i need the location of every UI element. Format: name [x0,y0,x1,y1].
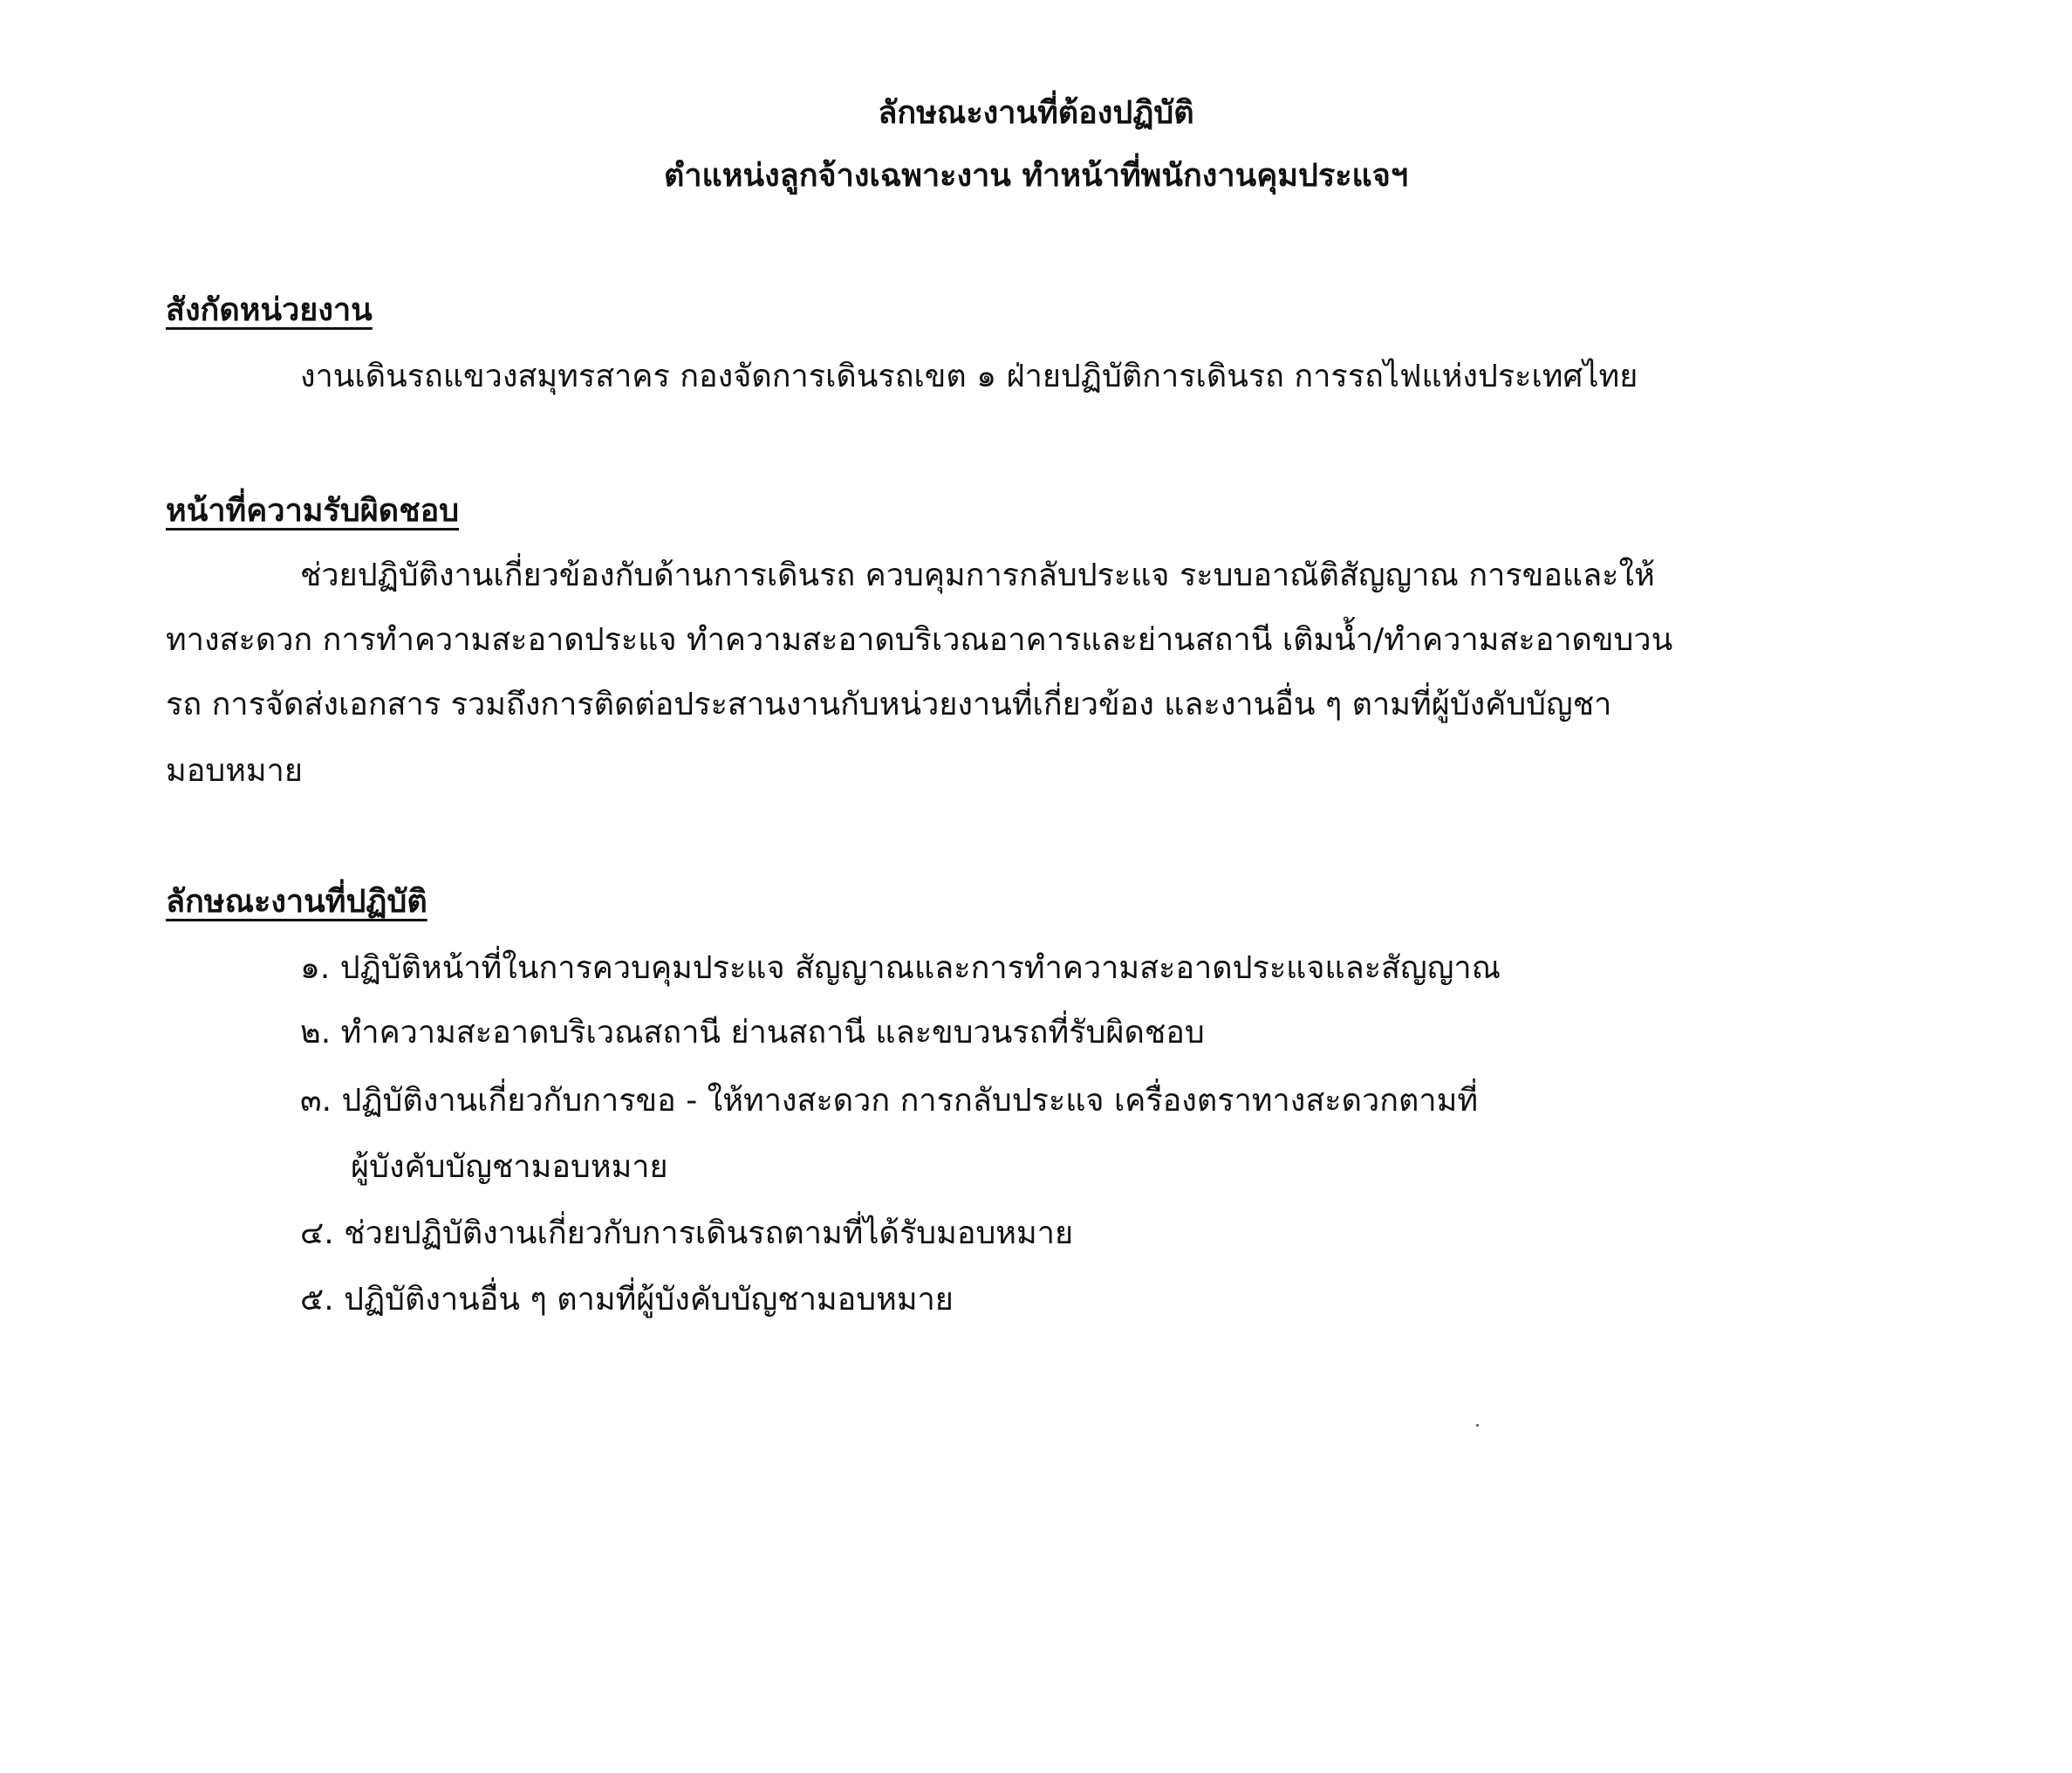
responsibilities-line-2: ทางสะดวก การทำความสะอาดประแจ ทำความสะอาดบริเวณอาคารและย่านสถานี เติมน้ำ/ทำความสะอาดขบวน [166,622,1673,658]
section-heading-responsibilities: หน้าที่ความรับผิดชอบ [166,493,460,529]
duty-item-1: ๑. ปฏิบัติหน้าที่ในการควบคุมประแจ สัญญาณและการทำความสะอาดประแจและสัญญาณ [300,950,1501,986]
responsibilities-line-1: ช่วยปฏิบัติงานเกี่ยวข้องกับด้านการเดินรถ ควบคุมการกลับประแจ ระบบอาณัติสัญญาณ การขอและให้ [300,558,1655,593]
document-subtitle: ตำแหน่งลูกจ้างเฉพาะงาน ทำหน้าที่พนักงานคุมประแจฯ [663,158,1409,194]
duty-item-3-continuation: ผู้บังคับบัญชามอบหมาย [351,1149,668,1185]
duty-item-3: ๓. ปฏิบัติงานเกี่ยวกับการขอ - ให้ทางสะดวก การกลับประแจ เครื่องตราทางสะดวกตามที่ [300,1083,1479,1119]
responsibilities-line-4: มอบหมาย [166,753,303,789]
section-heading-duties: ลักษณะงานที่ปฏิบัติ [166,884,427,920]
scan-speck [1476,1424,1479,1427]
section-heading-department: สังกัดหน่วยงาน [166,292,373,328]
duty-item-5: ๕. ปฏิบัติงานอื่น ๆ ตามที่ผู้บังคับบัญชามอบหมาย [300,1282,954,1318]
department-text: งานเดินรถแขวงสมุทรสาคร กองจัดการเดินรถเขต ๑ ฝ่ายปฏิบัติการเดินรถ การรถไฟแห่งประเทศไทย [300,359,1638,394]
duty-item-2: ๒. ทำความสะอาดบริเวณสถานี ย่านสถานี และขบวนรถที่รับผิดชอบ [300,1015,1205,1051]
document-title: ลักษณะงานที่ต้องปฏิบัติ [878,95,1194,131]
responsibilities-line-3: รถ การจัดส่งเอกสาร รวมถึงการติดต่อประสานงานกับหน่วยงานที่เกี่ยวข้อง และงานอื่น ๆ ตามที่ผู้บังคับบัญชา [166,687,1612,722]
duty-item-4: ๔. ช่วยปฏิบัติงานเกี่ยวกับการเดินรถตามที่ได้รับมอบหมาย [300,1215,1074,1251]
